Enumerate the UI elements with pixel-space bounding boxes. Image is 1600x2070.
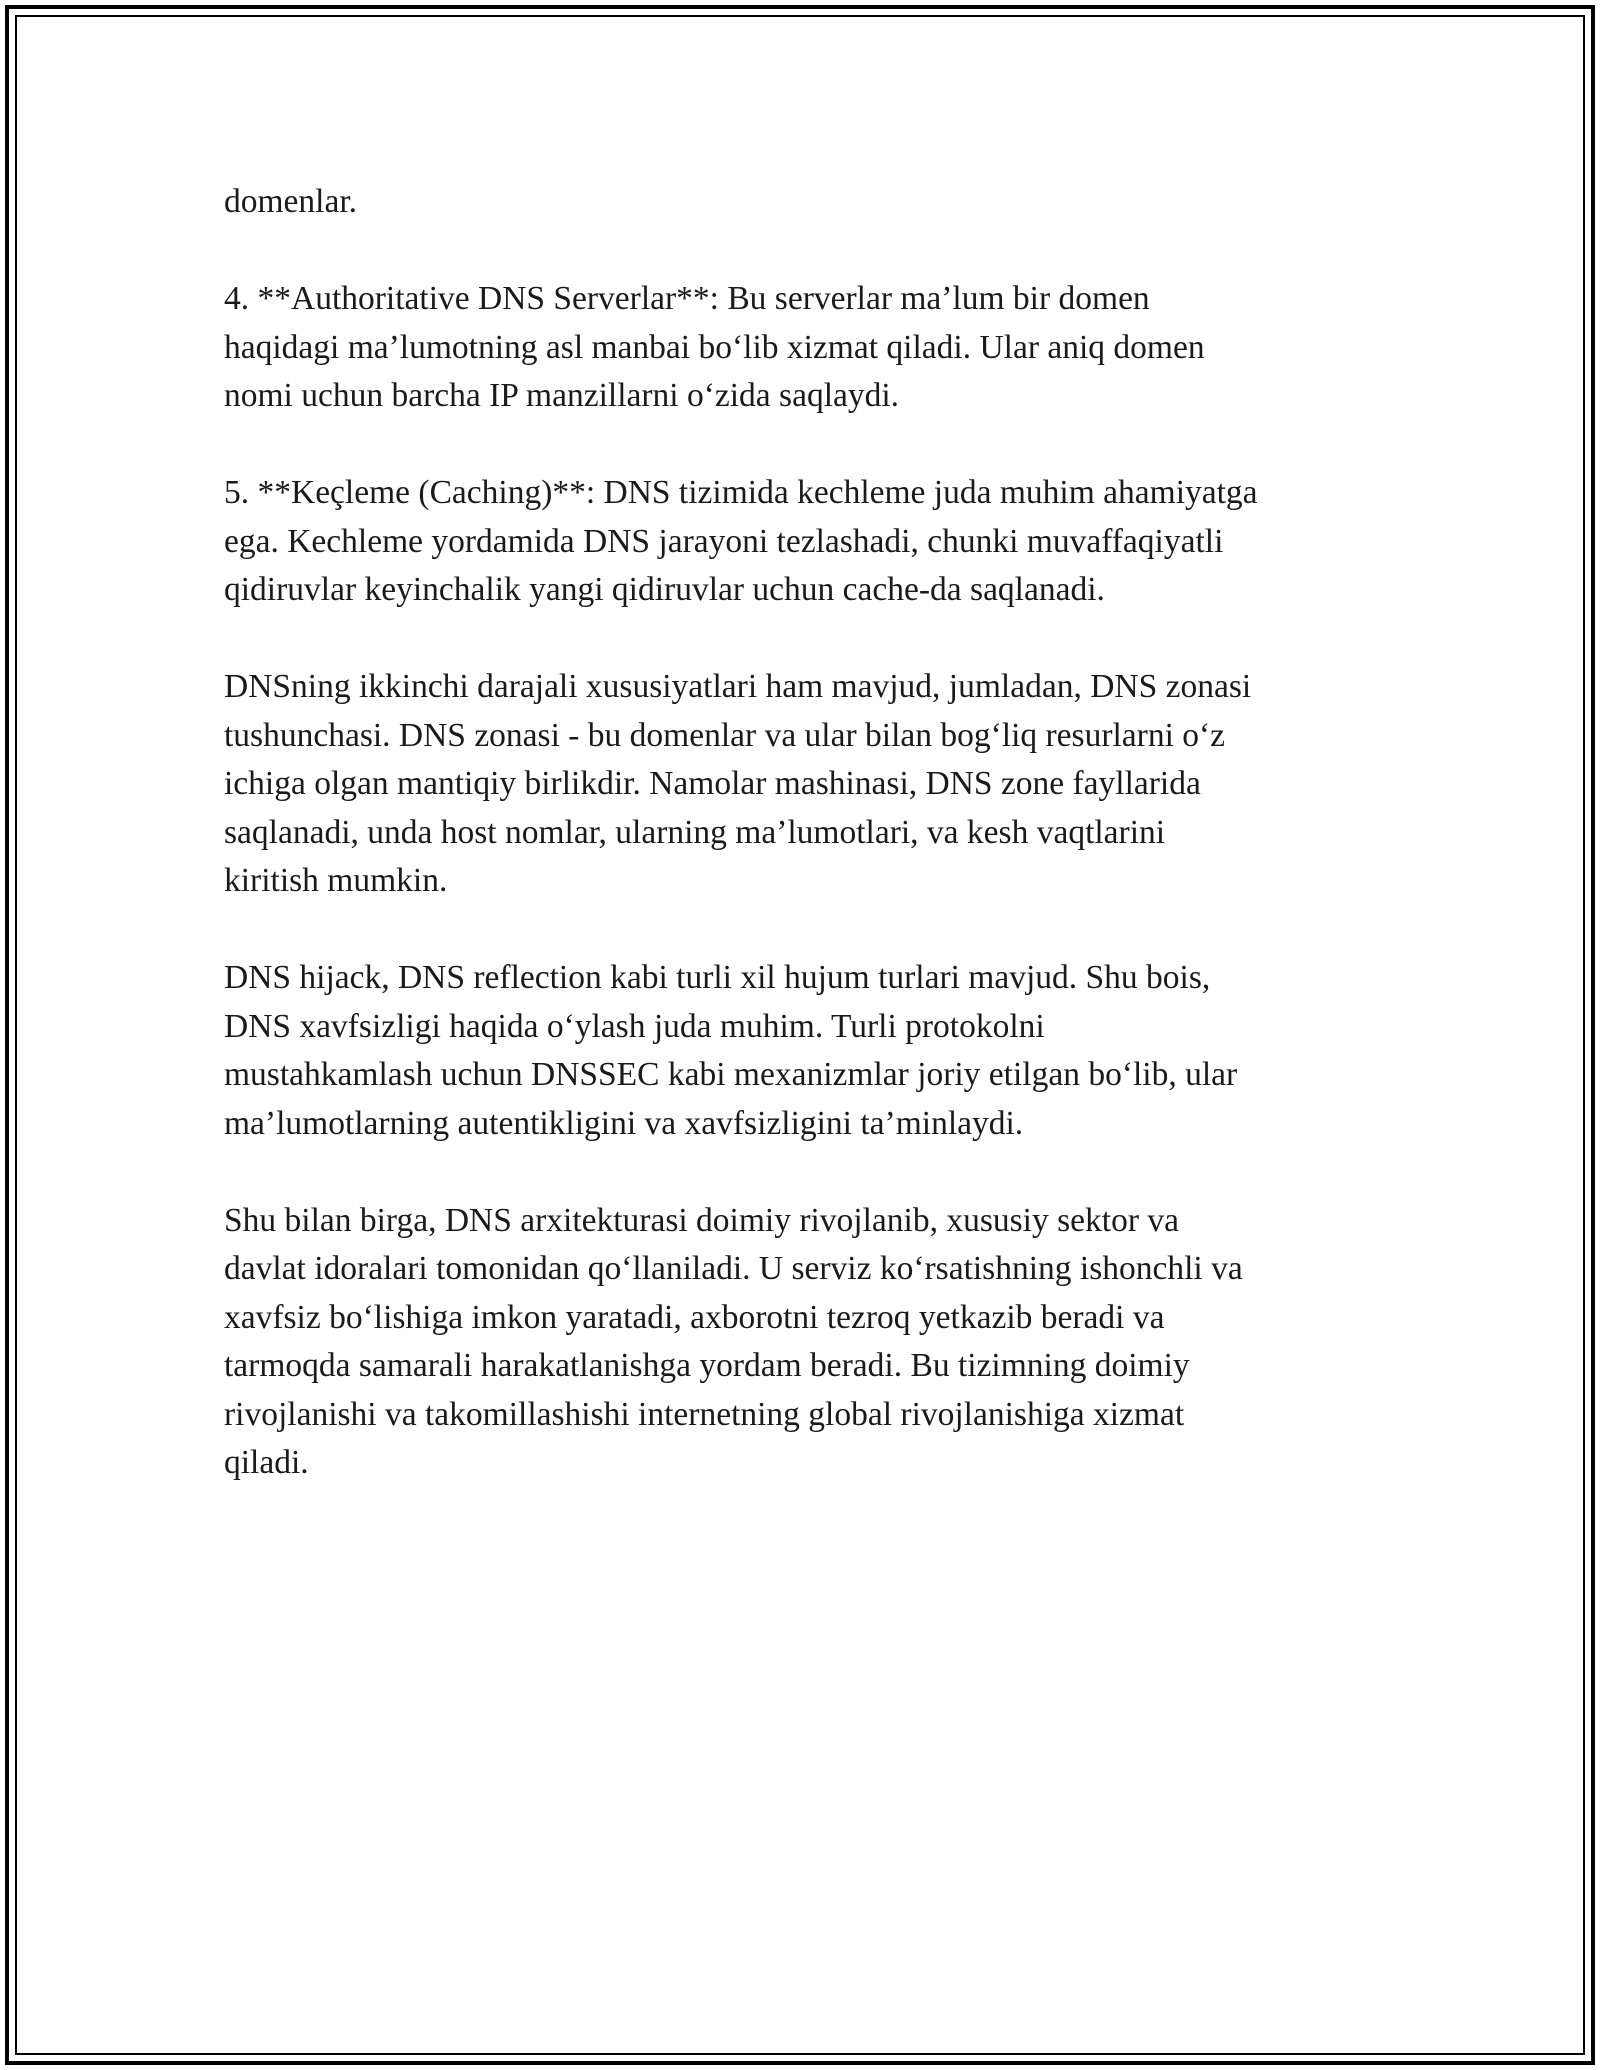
text-line: xavfsiz bo‘lishiga imkon yaratadi, axborotni tezroq yetkazib beradi va bbox=[224, 1298, 1165, 1336]
text-line: rivojlanishi va takomillashishi internetning global rivojlanishiga xizmat bbox=[224, 1395, 1185, 1433]
paragraph-dns-security bbox=[224, 954, 1384, 1148]
text-line: haqidagi ma’lumotning asl manbai bo‘lib xizmat qiladi. Ular aniq domen bbox=[224, 328, 1205, 366]
text-line: tarmoqda samarali harakatlanishga yordam beradi. Bu tizimning doimiy bbox=[224, 1347, 1190, 1384]
text-line: DNS xavfsizligi haqida o‘ylash juda muhim. Turli protokolni bbox=[224, 1007, 1045, 1045]
text-line: tushunchasi. DNS zonasi - bu domenlar va ular bilan bog‘liq resurlarni o‘z bbox=[224, 716, 1226, 754]
paragraph-dns-zone bbox=[224, 663, 1384, 906]
text-line: ichiga olgan mantiqiy birlikdir. Namolar mashinasi, DNS zone fayllarida bbox=[224, 765, 1201, 802]
text-line: DNS hijack, DNS reflection kabi turli xil hujum turlari mavjud. Shu bois, bbox=[224, 959, 1211, 996]
text-line: ma’lumotlarning autentikligini va xavfsizligini ta’minlaydi. bbox=[224, 1104, 1024, 1142]
text-line: mustahkamlash uchun DNSSEC kabi mexanizmlar joriy etilgan bo‘lib, ular bbox=[224, 1056, 1238, 1093]
text-line: qidiruvlar keyinchalik yangi qidiruvlar uchun cache-da saqlanadi. bbox=[224, 571, 1105, 608]
text-line: davlat idoralari tomonidan qo‘llaniladi. U serviz ko‘rsatishning ishonchli va bbox=[224, 1250, 1243, 1287]
paragraph-caching bbox=[224, 469, 1384, 615]
text-line: nomi uchun barcha IP manzillarni o‘zida saqlaydi. bbox=[224, 377, 900, 414]
text-line: DNSning ikkinchi darajali xususiyatlari ham mavjud, jumladan, DNS zonasi bbox=[224, 668, 1252, 705]
text-line: qiladi. bbox=[224, 1444, 309, 1481]
paragraph-dns-architecture bbox=[224, 1197, 1384, 1488]
text-line: 5. **Keçleme (Caching)**: DNS tizimida kechleme juda muhim ahamiyatga bbox=[224, 474, 1258, 511]
text-line: ega. Kechleme yordamida DNS jarayoni tezlashadi, chunki muvaffaqiyatli bbox=[224, 522, 1224, 560]
paragraph-authoritative-dns bbox=[224, 275, 1384, 421]
text-line: saqlanadi, unda host nomlar, ularning ma’lumotlari, va kesh vaqtlarini bbox=[224, 813, 1166, 851]
paragraph-continuation bbox=[224, 178, 1384, 227]
document-body bbox=[224, 178, 1384, 1536]
text-line: Shu bilan birga, DNS arxitekturasi doimiy rivojlanib, xususiy sektor va bbox=[224, 1201, 1179, 1239]
text-line: domenlar. bbox=[224, 183, 358, 220]
text-line: 4. **Authoritative DNS Serverlar**: Bu serverlar ma’lum bir domen bbox=[224, 280, 1150, 317]
text-line: kiritish mumkin. bbox=[224, 862, 448, 899]
